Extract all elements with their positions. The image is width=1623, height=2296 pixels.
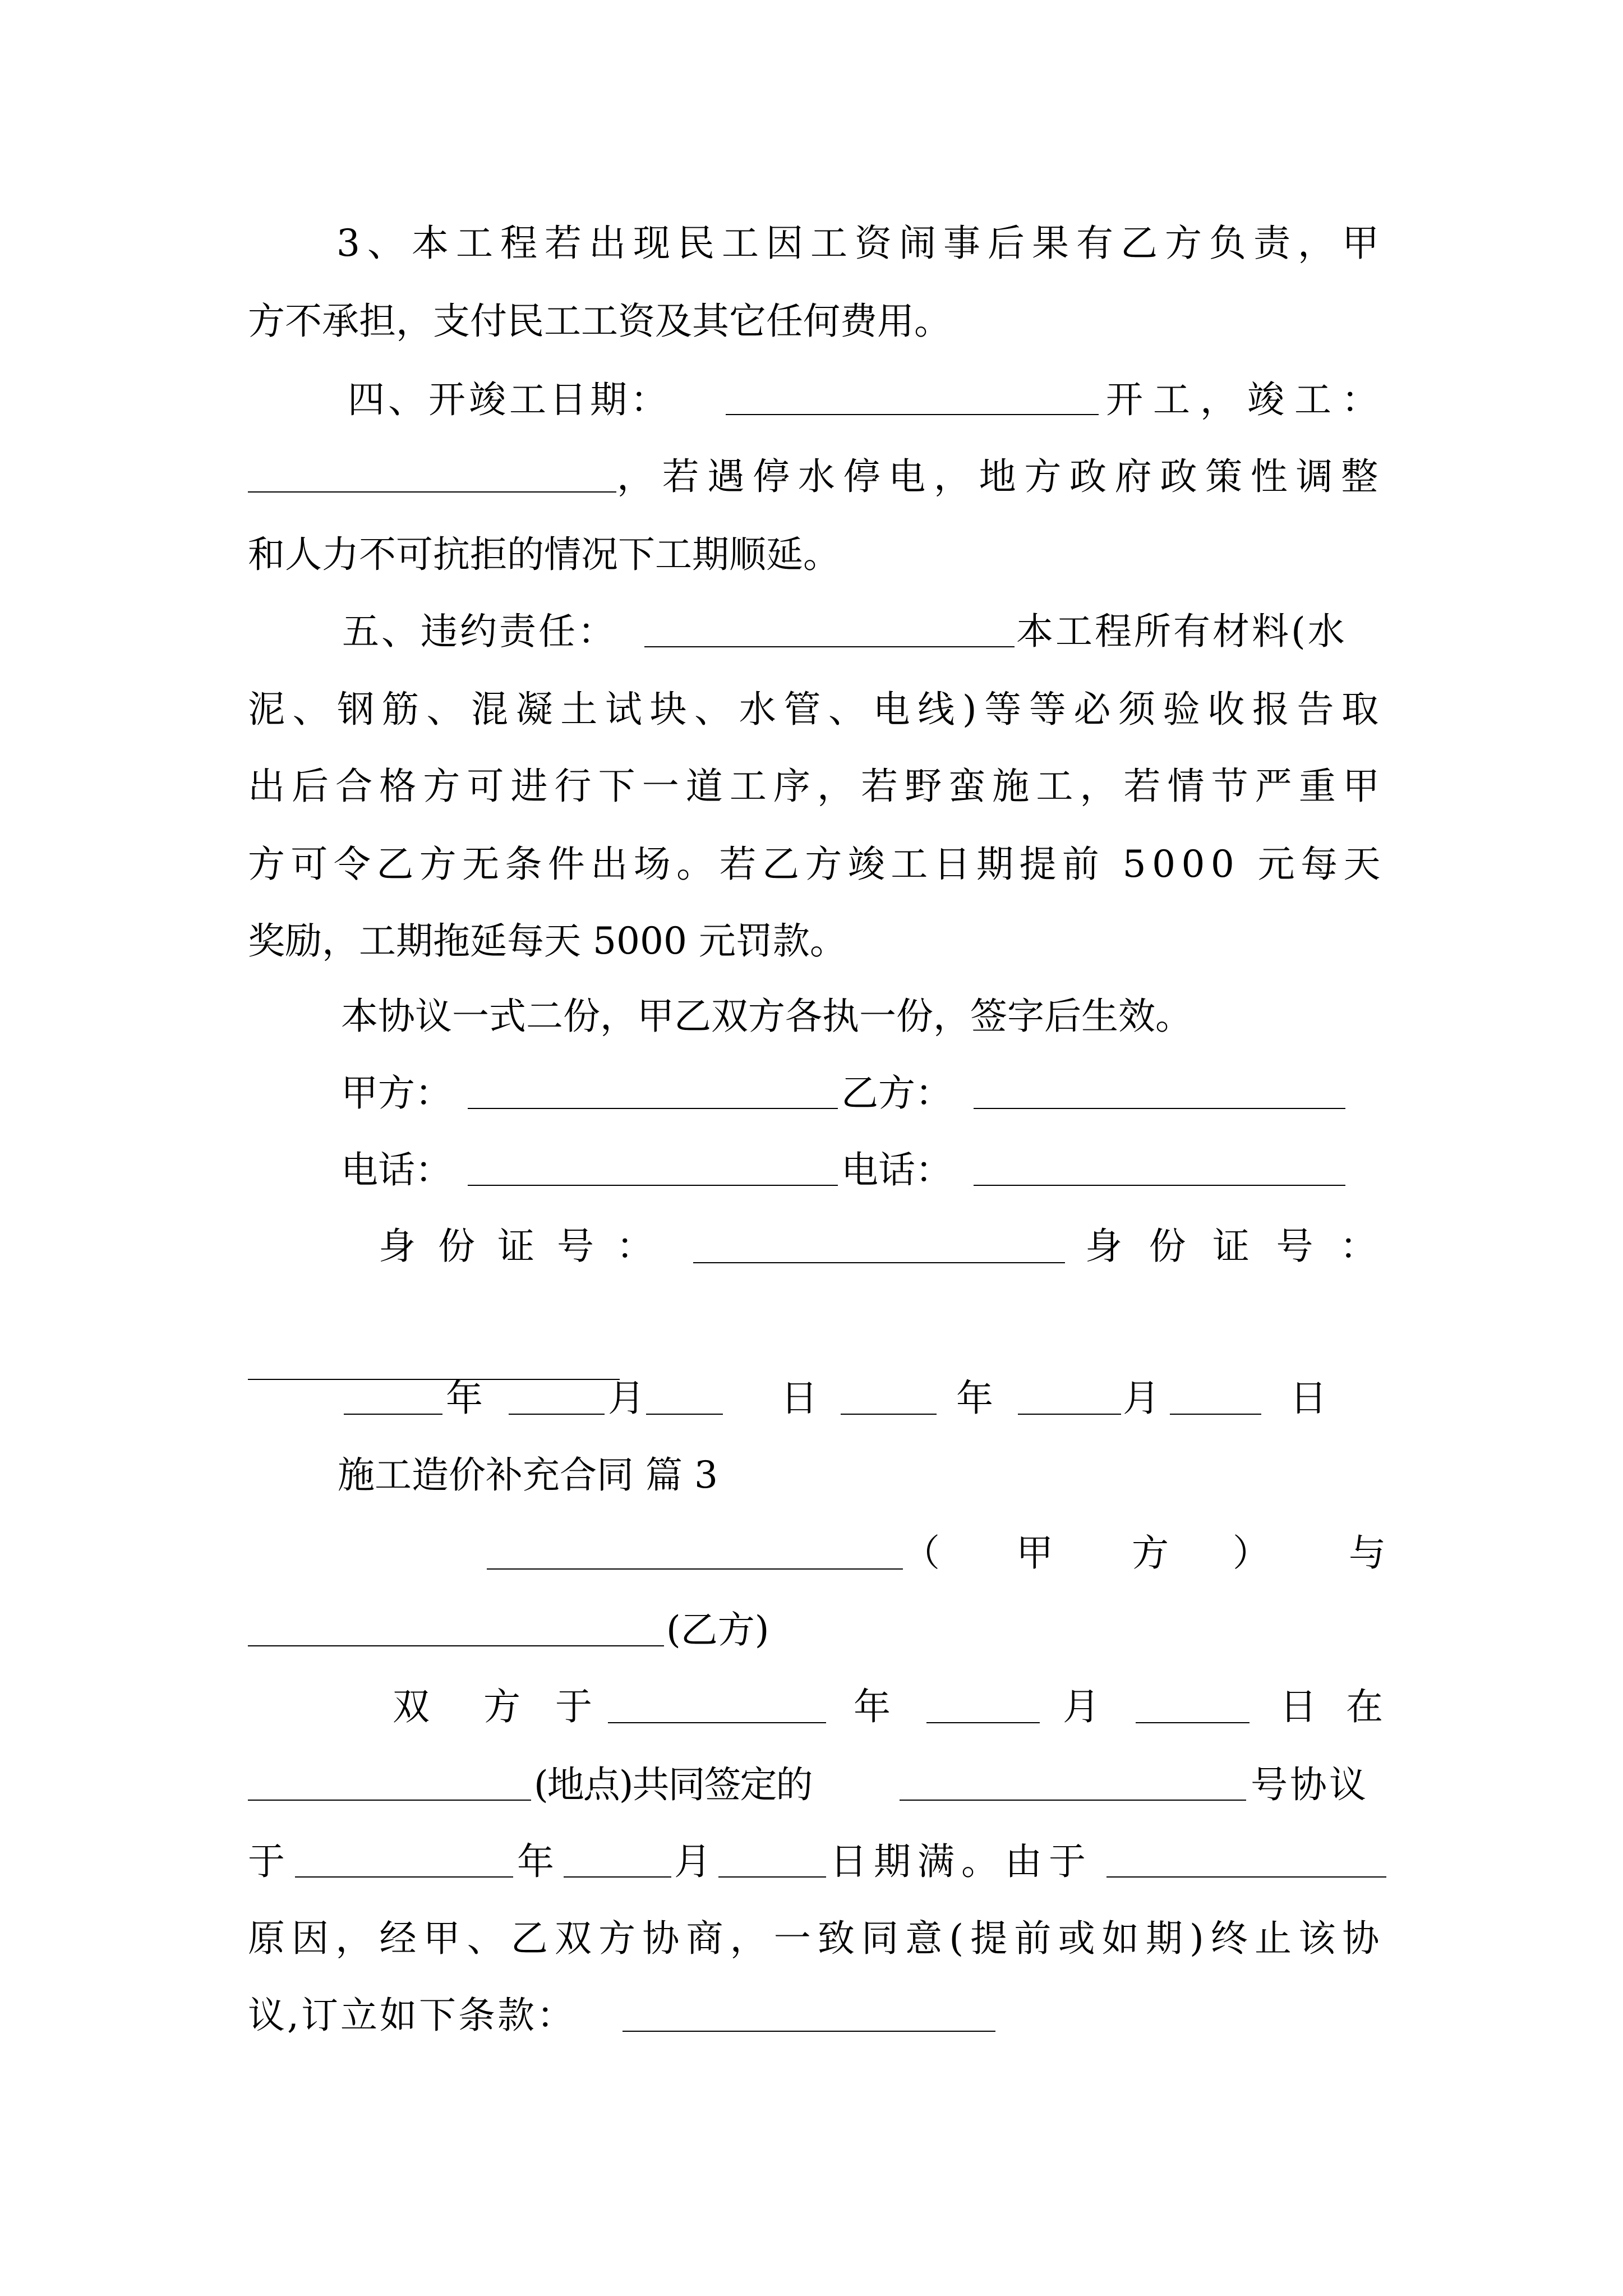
date-a-year-blank[interactable] bbox=[344, 1414, 442, 1415]
id-char: ： bbox=[1340, 1225, 1377, 1268]
materials-text-2: 泥、钢筋、混凝土试块、水管、电线)等等必须验收报告取 bbox=[248, 688, 1386, 731]
id-a-label bbox=[379, 1224, 653, 1269]
breach-liability-blank[interactable] bbox=[644, 646, 1015, 647]
id-char: 身 bbox=[1085, 1225, 1122, 1268]
both-parties-char-1: 双 bbox=[393, 1685, 430, 1728]
place-signed-text: (地点)共同签定的 bbox=[534, 1763, 812, 1806]
id-char: 号 bbox=[557, 1225, 594, 1268]
id-b-label bbox=[1085, 1224, 1377, 1269]
id-char: 证 bbox=[497, 1225, 534, 1268]
id-char: 份 bbox=[438, 1225, 475, 1268]
and-word: 与 bbox=[1349, 1531, 1386, 1575]
id-a-blank[interactable] bbox=[693, 1262, 1065, 1263]
date-b-month-label: 月 bbox=[1123, 1377, 1160, 1420]
date-b-month-blank[interactable] bbox=[1018, 1414, 1121, 1415]
phone-a-label: 电话： bbox=[341, 1148, 452, 1191]
date-b-day-label: 日 bbox=[1290, 1377, 1327, 1420]
party-b-label: 乙方： bbox=[841, 1071, 952, 1115]
id-char: 身 bbox=[379, 1225, 416, 1268]
completion-date-blank[interactable] bbox=[248, 491, 616, 493]
party-b-blank[interactable] bbox=[974, 1108, 1345, 1109]
both-parties-char-3: 于 bbox=[555, 1685, 592, 1728]
clause-3-text: 3、本工程若出现民工因工资闹事后果有乙方负责，甲 bbox=[336, 222, 1386, 265]
expire-prefix: 于 bbox=[248, 1840, 285, 1883]
open-paren: （ bbox=[903, 1531, 940, 1575]
party-b-name-blank[interactable] bbox=[248, 1645, 664, 1646]
sign-day-label: 日 bbox=[1280, 1685, 1317, 1728]
expire-month-label: 月 bbox=[674, 1840, 711, 1883]
at-word: 在 bbox=[1346, 1685, 1383, 1728]
section-4-label: 四、开竣工日期： bbox=[348, 378, 671, 421]
expire-month-blank[interactable] bbox=[564, 1876, 671, 1878]
date-a-year-label: 年 bbox=[446, 1377, 483, 1420]
sign-month-blank[interactable] bbox=[926, 1722, 1040, 1723]
close-paren: ） bbox=[1233, 1531, 1270, 1575]
agreement-number-blank[interactable] bbox=[900, 1800, 1246, 1801]
materials-text: 本工程所有材料(水 bbox=[1016, 610, 1347, 653]
date-a-month-label: 月 bbox=[608, 1377, 645, 1420]
date-a-day-label: 日 bbox=[781, 1377, 818, 1420]
date-b-day-blank[interactable] bbox=[1170, 1414, 1261, 1415]
place-blank[interactable] bbox=[248, 1800, 531, 1801]
phone-b-label: 电话： bbox=[841, 1148, 952, 1191]
completion-label: 开工，竣工： bbox=[1106, 378, 1389, 421]
delay-conditions-text-2: 和人力不可抗拒的情况下工期顺延。 bbox=[248, 533, 840, 576]
materials-text-3: 出后合格方可进行下一道工序，若野蛮施工，若情节严重甲 bbox=[248, 765, 1386, 808]
start-date-blank[interactable] bbox=[726, 414, 1099, 415]
reason-text: 原因，经甲、乙双方协商，一致同意(提前或如期)终止该协 bbox=[248, 1917, 1386, 1960]
party-b-tag: (乙方) bbox=[666, 1608, 769, 1651]
reason-blank[interactable] bbox=[1106, 1876, 1386, 1878]
copies-statement: 本协议一式二份，甲乙双方各执一份，签字后生效。 bbox=[341, 995, 1192, 1038]
date-b-year-blank[interactable] bbox=[841, 1414, 937, 1415]
party-a-name-blank[interactable] bbox=[487, 1568, 903, 1570]
agreement-number-text: 号协议 bbox=[1251, 1763, 1368, 1806]
party-a-char-1: 甲 bbox=[1016, 1531, 1053, 1575]
both-parties-char-2: 方 bbox=[483, 1685, 520, 1728]
delay-conditions-text: ，若遇停水停电，地方政府政策性调整 bbox=[617, 455, 1386, 498]
sign-year-label: 年 bbox=[854, 1685, 891, 1728]
clauses-blank[interactable] bbox=[623, 2031, 995, 2032]
date-a-day-blank[interactable] bbox=[646, 1414, 723, 1415]
section-title: 施工造价补充合同 篇 3 bbox=[338, 1453, 718, 1497]
expire-suffix: 日期满。由于 bbox=[830, 1840, 1092, 1883]
expire-year-blank[interactable] bbox=[295, 1876, 513, 1878]
id-char: 份 bbox=[1149, 1225, 1186, 1268]
party-a-label: 甲方： bbox=[341, 1071, 452, 1115]
clause-3-line-2: 方不承担，支付民工工资及其它任何费用。 bbox=[248, 300, 951, 343]
clause-3-line-1 bbox=[336, 221, 1386, 266]
party-a-blank[interactable] bbox=[468, 1108, 838, 1109]
sign-day-blank[interactable] bbox=[1136, 1722, 1249, 1723]
id-char: 证 bbox=[1212, 1225, 1249, 1268]
reward-text: 方可令乙方无条件出场。若乙方竣工日期提前 5000 元每天 bbox=[248, 843, 1386, 886]
party-a-char-2: 方 bbox=[1132, 1531, 1169, 1575]
date-b-year-label: 年 bbox=[956, 1377, 993, 1420]
expire-day-blank[interactable] bbox=[718, 1876, 826, 1878]
section-5-label: 五、违约责任： bbox=[342, 610, 617, 653]
date-a-month-blank[interactable] bbox=[509, 1414, 605, 1415]
phone-b-blank[interactable] bbox=[974, 1185, 1345, 1186]
sign-month-label: 月 bbox=[1063, 1685, 1100, 1728]
expire-year-label: 年 bbox=[517, 1840, 554, 1883]
id-b-blank[interactable] bbox=[248, 1379, 620, 1380]
phone-a-blank[interactable] bbox=[468, 1185, 838, 1186]
sign-year-blank[interactable] bbox=[608, 1722, 826, 1723]
clauses-text: 议,订立如下条款： bbox=[248, 1994, 576, 2037]
penalty-text: 奖励，工期拖延每天 5000 元罚款。 bbox=[248, 919, 847, 963]
id-char: 号 bbox=[1276, 1225, 1313, 1268]
id-char: ： bbox=[616, 1225, 653, 1268]
